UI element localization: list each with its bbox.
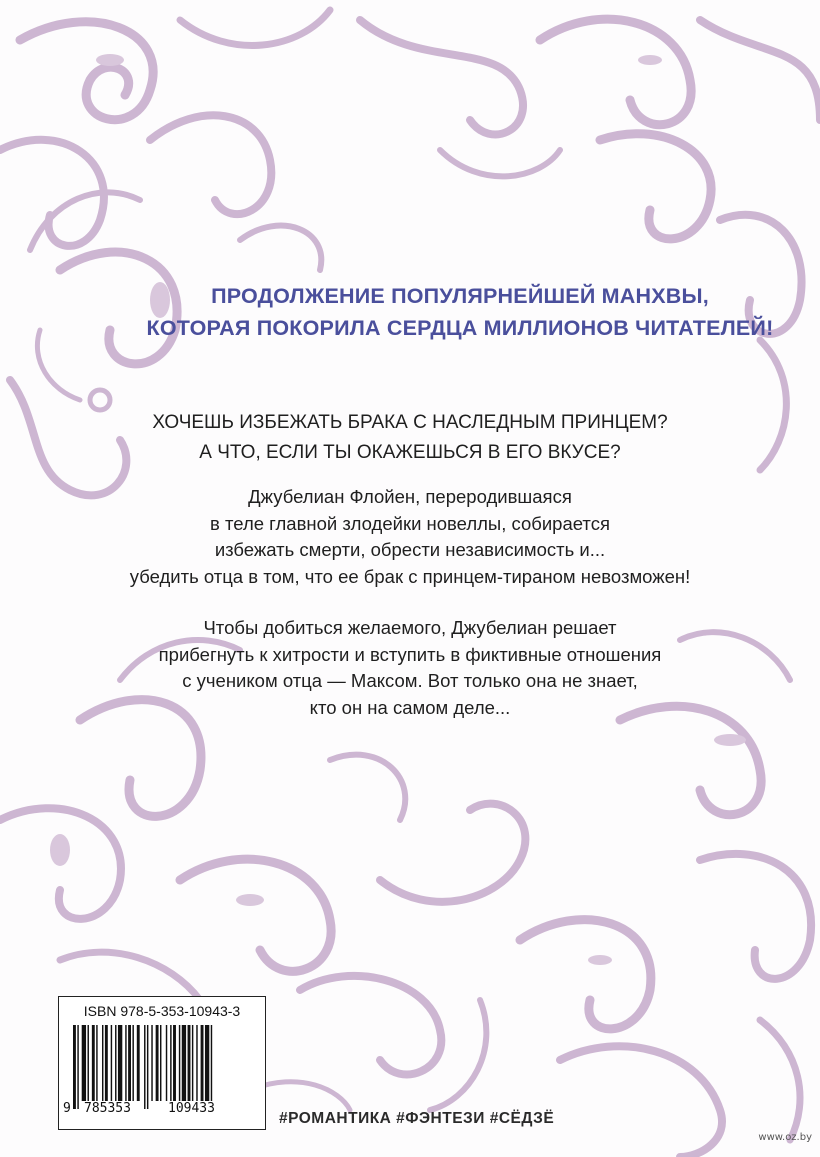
paragraph-2	[0, 615, 820, 721]
paragraph-line: кто он на самом деле...	[309, 696, 511, 718]
barcode-panel	[58, 996, 266, 1130]
paragraph-line: Джубелиан Флойен, переродившаяся	[248, 486, 572, 507]
barcode-right-digits: 109433	[168, 1101, 215, 1116]
paragraph-line: убедить отца в том, что ее брак с принцем-тираном невозможен!	[129, 565, 691, 587]
isbn-number: ISBN 978-5-353-10943-3	[83, 1003, 241, 1019]
subheading-line-1: ХОЧЕШЬ ИЗБЕЖАТЬ БРАКА С НАСЛЕДНЫМ ПРИНЦЕМ?	[152, 412, 668, 433]
subheading	[0, 408, 820, 468]
barcode-lead-digit: 9	[63, 1101, 71, 1116]
paragraph-line: с учеником отца — Максом. Вот только она не знает,	[182, 670, 638, 691]
headline-line-1: ПРОДОЛЖЕНИЕ ПОПУЛЯРНЕЙШЕЙ МАНХВЫ,	[211, 284, 709, 308]
paragraph-line: в теле главной злодейки новеллы, собирается	[210, 512, 610, 534]
headline-line-2: КОТОРАЯ ПОКОРИЛА СЕРДЦА МИЛЛИОНОВ ЧИТАТЕЛЕЙ!	[146, 316, 774, 340]
paragraph-line: прибегнуть к хитрости и вступить в фиктивные отношения	[158, 643, 662, 665]
headline	[0, 280, 820, 344]
barcode-left-digits: 785353	[84, 1101, 131, 1116]
barcode-bars	[73, 1025, 253, 1109]
watermark: www.oz.by	[758, 1132, 812, 1143]
genre-hashtags: #РОМАНТИКА #ФЭНТЕЗИ #СЁДЗЁ	[279, 1110, 555, 1127]
subheading-line-2: А ЧТО, ЕСЛИ ТЫ ОКАЖЕШЬСЯ В ЕГО ВКУСЕ?	[199, 442, 621, 463]
paragraph-line: Чтобы добиться желаемого, Джубелиан решает	[203, 617, 617, 638]
paragraph-1	[0, 484, 820, 590]
paragraph-line: избежать смерти, обрести независимость и...	[214, 539, 606, 560]
